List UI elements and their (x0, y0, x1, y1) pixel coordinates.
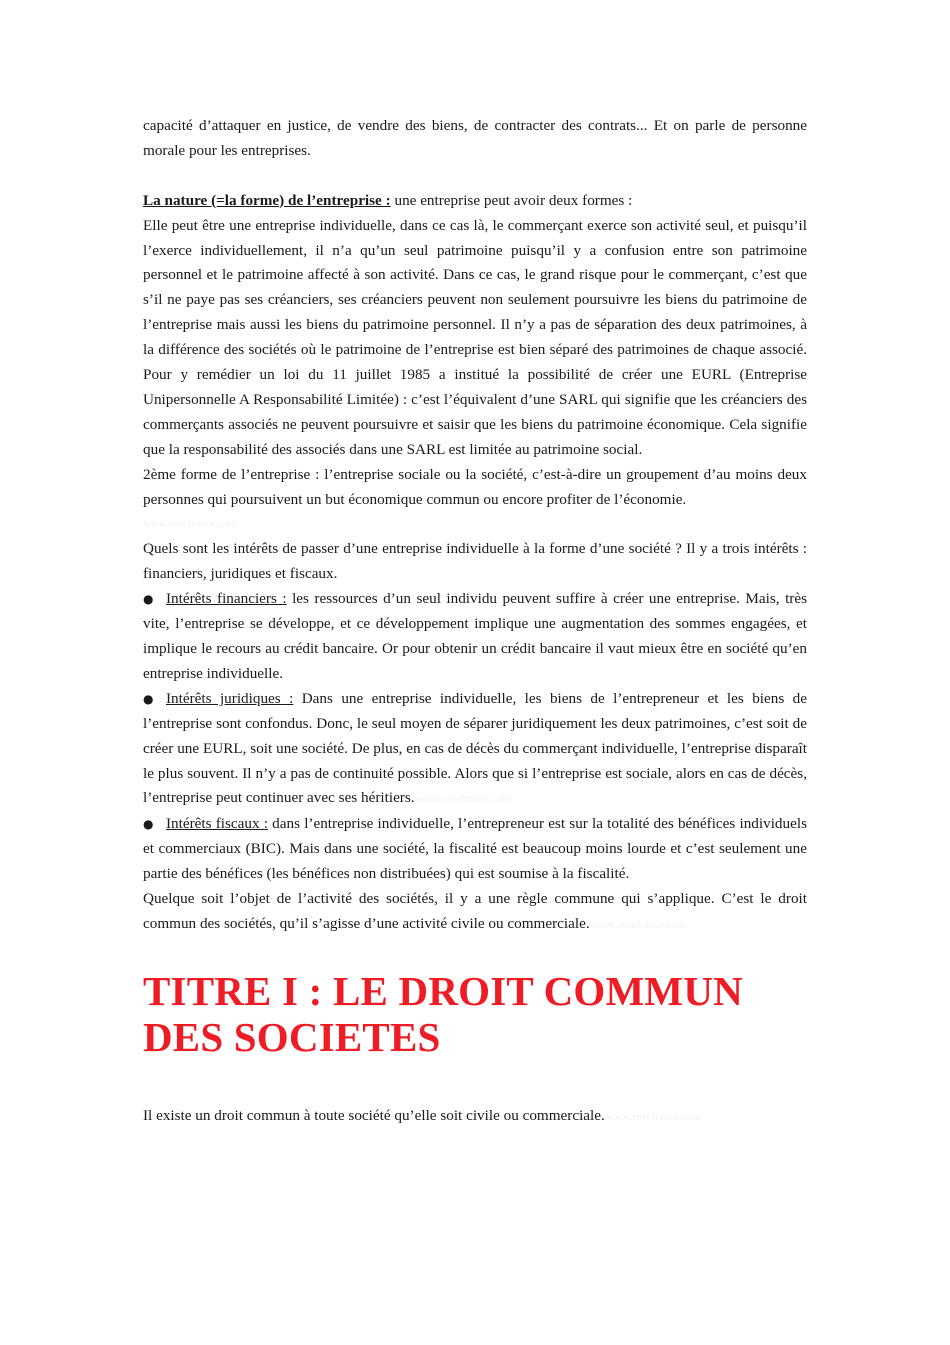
paragraph-regle-text: Quelque soit l’objet de l’activité des sociétés, il y a une règle commune qui s’applique. C’est le droit commun des sociétés, qu’il s’agisse d’une activité civile ou commerciale. (143, 890, 807, 932)
paragraph-intro: capacité d’attaquer en justice, de vendre des biens, de contracter des contrats... Et on parle de personne morale pour les entreprises. (143, 117, 807, 159)
bullet-label: Intérêts financiers : (166, 590, 287, 608)
bullet-label: Intérêts fiscaux : (166, 815, 268, 833)
paragraph-deuxieme-forme: 2ème forme de l’entreprise : l’entreprise sociale ou la société, c’est-à-dire un groupement d’au moins deux personnes qui poursuivent un but économique commun ou encore profiter de l’économie. (143, 465, 807, 508)
paragraph-nature (143, 189, 807, 214)
paragraph-question: Quels sont les intérêts de passer d’une entreprise individuelle à la forme d’une société ? Il y a trois intérêts : financiers, juridiques et fiscaux. (143, 540, 807, 583)
watermark-text: www.revefrance.com (591, 918, 686, 931)
bullet-item-fiscaux (143, 812, 807, 887)
paragraph-regle-commune (143, 887, 807, 938)
bullet-text: dans l’entreprise individuelle, l’entrepreneur est sur la totalité des bénéfices individuels et commerciaux (BIC). Mais dans une société, la fiscalité est beaucoup moins lourde et c’est seulement une partie des bénéfices (les bénéfices non distribuées) qui est soumise à la fiscalité. (143, 815, 807, 883)
paragraph-final (143, 1104, 807, 1130)
bullet-item-juridiques (143, 687, 807, 813)
watermark-text: www.revefrance.com (416, 793, 511, 806)
section-heading-rest: une entreprise peut avoir deux formes : (390, 191, 633, 209)
spacer (143, 164, 807, 189)
bullet-label: Intérêts juridiques : (166, 689, 294, 707)
document-title: TITRE I : LE DROIT COMMUN DES SOCIETES (143, 967, 743, 1060)
watermark-text: www.revefrance.com (143, 518, 237, 531)
paragraph-individuelle: Elle peut être une entreprise individuelle, dans ce cas là, le commerçant exerce son activité seul, et puisqu’il l’exerce individuellement, il n’a qu’un seul patrimoine puisqu’il y a confusion entre son patrimoine personnel et le patrimoine affecté à son activité. Dans ce cas, le grand risque pour le commerçant, c’est que s’il ne paye pas ses créanciers, ses créanciers peuvent non seulement poursuivre les biens du patrimoine de l’entreprise mais aussi les biens du patrimoine personnel. Il n’y a pas de séparation des deux patrimoines, à la différence des sociétés où le patrimoine de l’entreprise est bien séparé des patrimoines de chaque associé. Pour y remédier un loi du 11 juillet 1985 a institué la possibilité de créer une EURL (Entreprise Unipersonnelle A Responsabilité Limitée) : c’est l’équivalent d’une SARL qui signifie que les créanciers des commerçants associés ne peuvent poursuivre et saisir que les biens du patrimoine économique. Cela signifie que la responsabilité des associés dans une SARL est limitée au patrimoine social. (143, 216, 807, 458)
bullet-text: les ressources d’un seul individu peuvent suffire à créer une entreprise. Mais, très vite, l’entreprise se développe, et ce développement implique une augmentation des sommes engagées, et implique le recours au crédit bancaire. Or pour obtenir un crédit bancaire il vaut mieux être en société qu’en entreprise individuelle. (143, 590, 808, 682)
bullet-icon: ● (143, 817, 154, 832)
section-heading-nature: La nature (=la forme) de l’entreprise : (143, 191, 391, 209)
bullet-icon: ● (143, 691, 154, 706)
paragraph-final-text: Il existe un droit commun à toute société qu’elle soit civile ou commerciale. (143, 1106, 605, 1124)
document-page (143, 114, 807, 1130)
bullet-icon: ● (143, 592, 154, 607)
bullet-item-financiers (143, 587, 807, 687)
watermark-text: www.revefrance.com (606, 1110, 701, 1123)
bullet-text: Dans une entreprise individuelle, les biens de l’entrepreneur et les biens de l’entreprise sont confondus. Donc, le seul moyen de séparer juridiquement les deux patrimoines, c’est soit de créer une EURL, soit une société. De plus, en cas de décès du commerçant individuelle, l’entreprise disparaît le plus souvent. Il n’y a pas de continuité possible. Alors que si l’entreprise est sociale, alors en cas de décès, l’entreprise peut continuer avec ses héritiers. (143, 689, 807, 807)
